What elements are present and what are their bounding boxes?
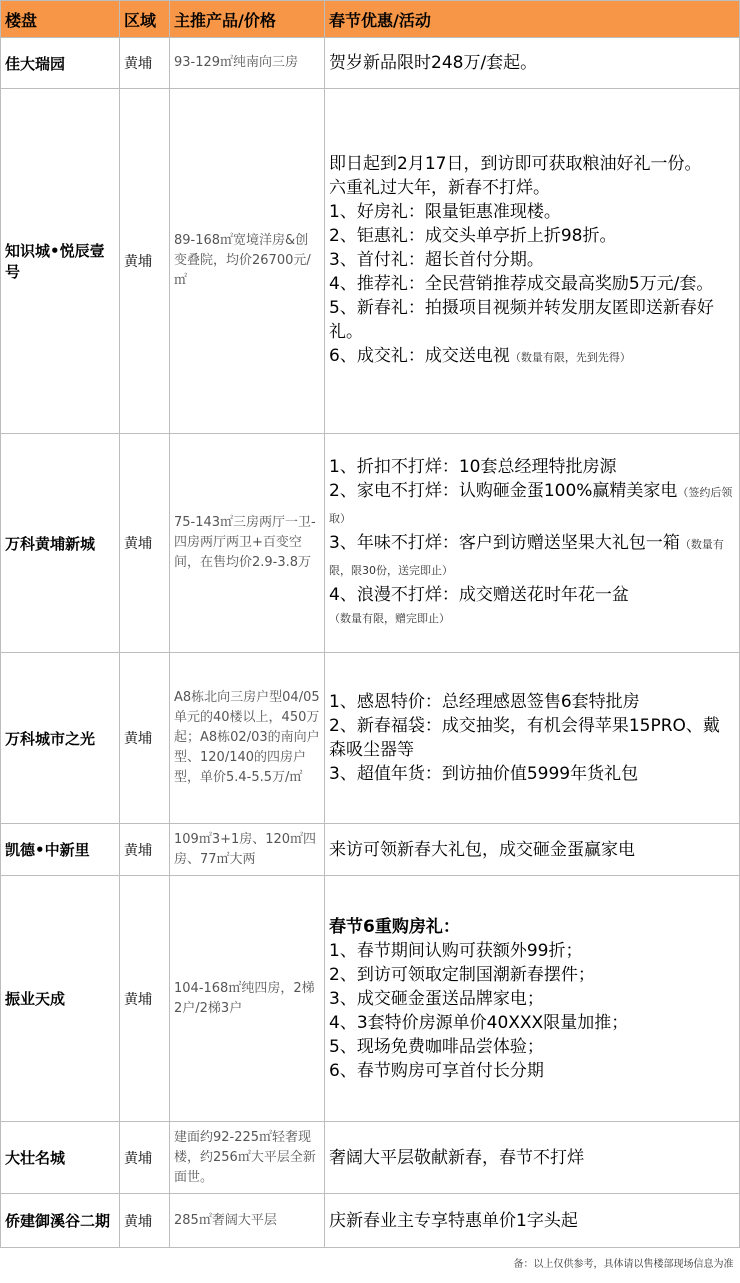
project-name: 万科黄埔新城 [1, 434, 120, 653]
promo-line [329, 344, 735, 370]
promo-text: 6、成交礼：成交送电视 [329, 346, 510, 366]
product-cell: A8栋北向三房户型04/05单元的40楼以上，450万起；A8栋02/03的南向户型、120/140的四房户型，单价5.4-5.5万/㎡ [170, 653, 325, 824]
product-cell: 109㎡3+1房、120㎡四房、77㎡大两 [170, 824, 325, 876]
promo-line: 3、超值年货：到访抽价值5999年货礼包 [329, 764, 639, 784]
promo-note: （数量有限，赠完即止） [329, 612, 450, 625]
promo-line: 5、现场免费咖啡品尝体验； [329, 1036, 544, 1057]
promo-line: 贺岁新品限时248万/套起。 [329, 53, 538, 73]
header-area: 区域 [120, 1, 170, 38]
project-name: 振业天成 [1, 876, 120, 1122]
product-cell: 建面约92-225㎡轻奢现楼，约256㎡大平层全新面世。 [170, 1122, 325, 1194]
promo-note: （签约后领取） [329, 486, 733, 525]
header-row [1, 1, 740, 38]
promo-cell [325, 1122, 740, 1194]
promo-cell [325, 89, 740, 434]
promo-line: 3、成交砸金蛋送品牌家电； [329, 988, 544, 1009]
product-cell: 89-168㎡宽境洋房&创变叠院，均价26700元/㎡ [170, 89, 325, 434]
product-cell: 104-168㎡纯四房，2梯2户/2梯3户 [170, 876, 325, 1122]
table-row [1, 876, 740, 1122]
promo-text: 2、家电不打烊：认购砸金蛋100%赢精美家电 [329, 481, 678, 501]
promo-line: 1、感恩特价：总经理感恩签售6套特批房 [329, 692, 640, 712]
promo-line: 即日起到2月17日，到访即可获取粮油好礼一份。 [329, 154, 702, 174]
project-name: 知识城•悦辰壹号 [1, 89, 120, 434]
table-row [1, 1194, 740, 1248]
promo-line: 庆新春业主专享特惠单价1字头起 [329, 1210, 578, 1231]
table-row [1, 1122, 740, 1194]
promo-line: 5、新春礼：拍摄项目视频并转发朋友匿即送新春好礼。 [329, 298, 714, 342]
promo-note: （数量有限，先到先得） [509, 351, 631, 364]
project-name: 大壮名城 [1, 1122, 120, 1194]
product-cell: 285㎡奢阔大平层 [170, 1194, 325, 1248]
project-name: 侨建御溪谷二期 [1, 1194, 120, 1248]
promo-cell [325, 38, 740, 89]
footnote-row [1, 1248, 740, 1277]
area-cell: 黄埔 [120, 38, 170, 89]
area-cell: 黄埔 [120, 434, 170, 653]
table-row [1, 89, 740, 434]
footnote: 备：以上仅供参考，具体请以售楼部现场信息为准 [513, 1258, 734, 1270]
promo-note: （数量有限，限30份，送完即止） [329, 538, 724, 577]
promo-cell [325, 824, 740, 876]
promo-line [329, 455, 735, 479]
area-cell: 黄埔 [120, 876, 170, 1122]
promo-line [329, 583, 735, 607]
table-row [1, 38, 740, 89]
product-cell: 75-143㎡三房两厅一卫-四房两厅两卫+百变空间，在售均价2.9-3.8万 [170, 434, 325, 653]
area-cell: 黄埔 [120, 89, 170, 434]
promo-line: 来访可领新春大礼包，成交砸金蛋赢家电 [329, 839, 635, 860]
project-name: 佳大瑞园 [1, 38, 120, 89]
header-product: 主推产品/价格 [170, 1, 325, 38]
area-cell: 黄埔 [120, 1194, 170, 1248]
area-cell: 黄埔 [120, 824, 170, 876]
header-promo: 春节优惠/活动 [325, 1, 740, 38]
table-row [1, 824, 740, 876]
promo-line: 6、春节购房可享首付长分期 [329, 1060, 544, 1081]
promo-cell [325, 434, 740, 653]
promo-line: 1、好房礼：限量钜惠准现楼。 [329, 202, 561, 222]
promo-line: 六重礼过大年，新春不打烊。 [329, 178, 550, 198]
promo-cell [325, 1194, 740, 1248]
promo-text: 3、年味不打烊：客户到访赠送坚果大礼包一箱 [329, 533, 680, 553]
promo-title: 春节6重购房礼： [329, 916, 460, 937]
project-name: 凯德•中新里 [1, 824, 120, 876]
promo-text: 1、折扣不打烊：10套总经理特批房源 [329, 457, 617, 477]
promo-line: 4、3套特价房源单价40XXX限量加推； [329, 1012, 629, 1033]
promo-cell [325, 653, 740, 824]
area-cell: 黄埔 [120, 653, 170, 824]
promo-line: 2、到访可领取定制国潮新春摆件； [329, 964, 595, 985]
promo-line: 奢阔大平层敬献新春，春节不打烊 [329, 1147, 584, 1168]
product-cell: 93-129㎡纯南向三房 [170, 38, 325, 89]
table-row [1, 653, 740, 824]
promo-line: 2、新春福袋：成交抽奖，有机会得苹果15PRO、戴森吸尘器等 [329, 716, 720, 760]
promo-line: 1、春节期间认购可获额外99折； [329, 940, 583, 961]
promo-cell [325, 876, 740, 1122]
promo-line: 2、钜惠礼：成交头单亭折上折98折。 [329, 226, 617, 246]
promo-line [329, 479, 735, 531]
area-cell: 黄埔 [120, 1122, 170, 1194]
promo-text: 4、浪漫不打烊：成交赠送花时年花一盆 [329, 585, 629, 605]
promo-line [329, 531, 735, 583]
header-project: 楼盘 [1, 1, 120, 38]
promo-line: 3、首付礼：超长首付分期。 [329, 250, 544, 270]
promo-line: 4、推荐礼：全民营销推荐成交最高奖励5万元/套。 [329, 274, 714, 294]
table-row [1, 434, 740, 653]
project-name: 万科城市之光 [1, 653, 120, 824]
